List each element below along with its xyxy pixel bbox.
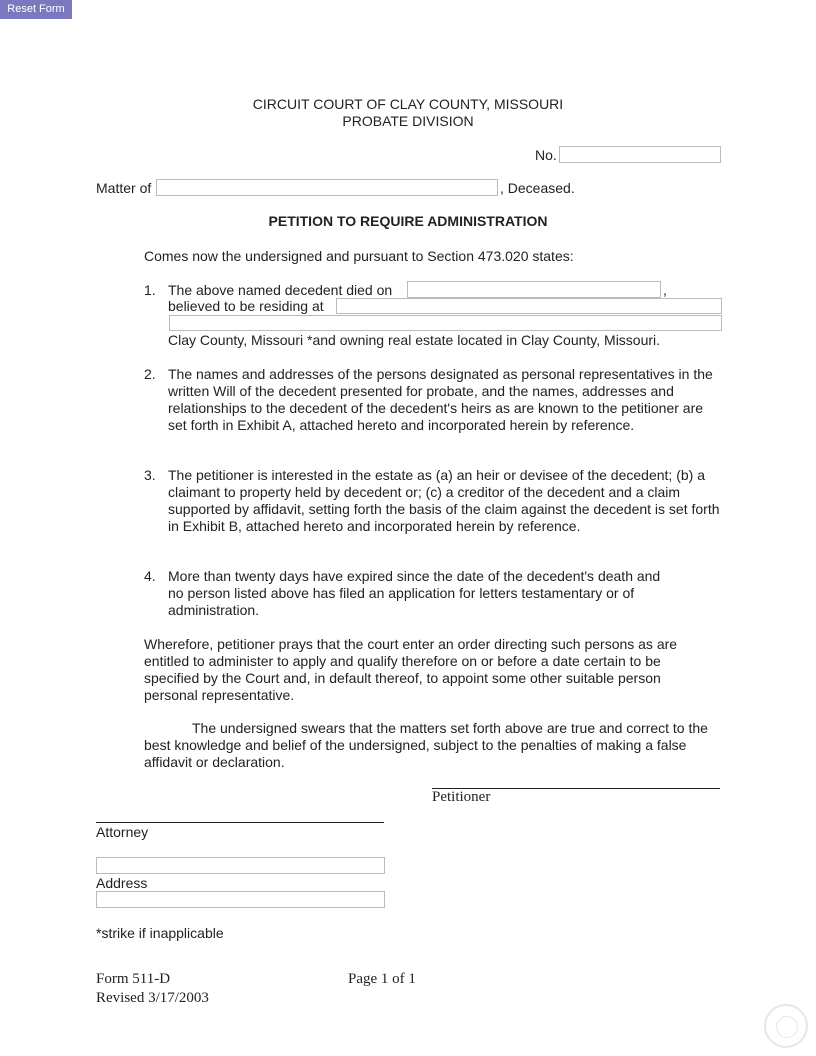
petition-title: PETITION TO REQUIRE ADMINISTRATION: [268, 213, 548, 229]
item-2-number: 2.: [144, 366, 156, 382]
revised-date: Revised 3/17/2003: [96, 990, 209, 1006]
address-label: Address: [96, 875, 148, 891]
wherefore-text: Wherefore, petitioner prays that the court enter an order directing such persons as are entitled to administer to apply and qualify therefore on or before a date certain to be specified by the Court and, in default thereof, to appoint some other suitable person personal representative.: [144, 636, 678, 703]
case-no-input[interactable]: [559, 146, 721, 163]
item-4-number: 4.: [144, 568, 156, 584]
intro-text: Comes now the undersigned and pursuant to Section 473.020 states:: [144, 248, 574, 264]
item-3-number: 3.: [144, 467, 156, 483]
item-2-text: The names and addresses of the persons designated as personal representatives in the written Will of the decedent presented for probate, and the names, addresses and relationships to the decedent of the decedent's heirs as are known to the petitioner are set forth in Exhibit A, attached hereto and incorporated herein by reference.: [168, 366, 713, 433]
residence-address-input-1[interactable]: [336, 298, 722, 314]
attorney-input[interactable]: [96, 857, 385, 874]
deceased-label: , Deceased.: [500, 180, 575, 196]
decedent-name-input[interactable]: [156, 179, 498, 196]
division-name: PROBATE DIVISION: [342, 113, 474, 129]
item-3-text: The petitioner is interested in the estate as (a) an heir or devisee of the decedent; (b) a claimant to property held by decedent or; (c) a creditor of the decedent and a claim supported by affidavit, setting forth the basis of the claim against the decedent is set forth in Exhibit B, attached hereto and incorporated herein by reference.: [168, 467, 720, 534]
court-name: CIRCUIT COURT OF CLAY COUNTY, MISSOURI: [252, 96, 564, 112]
comma: ,: [663, 282, 667, 298]
address-input[interactable]: [96, 891, 385, 908]
form-number: Form 511-D: [96, 971, 171, 987]
died-on-label: The above named decedent died on: [168, 282, 393, 298]
date-of-death-input[interactable]: [407, 281, 661, 298]
oath-text: The undersigned swears that the matters set forth above are true and correct to the best knowledge and belief of the undersigned, subject to the penalties of making a false affidavit or declaration.: [144, 720, 708, 770]
item-1-number: 1.: [144, 282, 156, 298]
residing-label: believed to be residing at: [168, 298, 324, 314]
petitioner-label: Petitioner: [432, 789, 491, 805]
matter-of-label: Matter of: [96, 180, 152, 196]
residence-address-input-2[interactable]: [169, 315, 722, 331]
item-4-text: More than twenty days have expired since the date of the decedent's death and no person listed above has filed an application for letters testamentary or of administration.: [168, 568, 661, 618]
attorney-label: Attorney: [96, 824, 149, 840]
reset-form-button[interactable]: Reset Form: [0, 0, 72, 19]
strike-note: *strike if inapplicable: [96, 925, 224, 941]
case-no-label: No.: [535, 147, 557, 163]
page-number: Page 1 of 1: [348, 971, 416, 987]
court-seal-icon: [764, 1004, 808, 1048]
attorney-signature-line: [96, 822, 384, 823]
county-text: Clay County, Missouri *and owning real estate located in Clay County, Missouri.: [168, 332, 661, 348]
